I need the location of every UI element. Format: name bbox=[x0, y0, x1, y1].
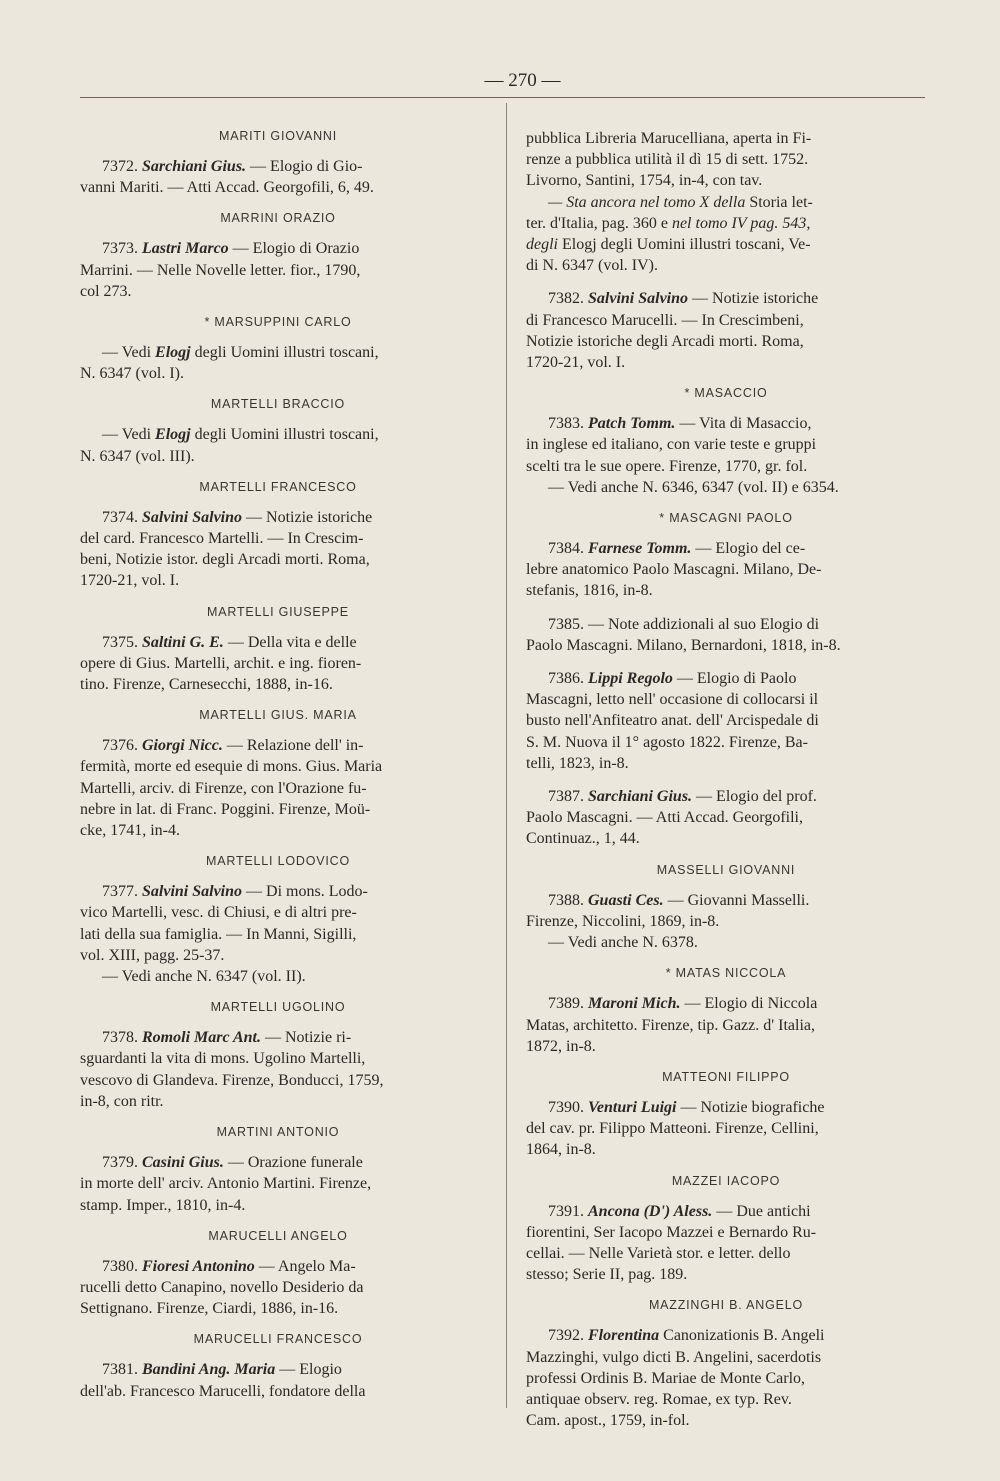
section-heading: MARTELLI BRACCIO bbox=[210, 397, 346, 412]
entry-author: Romoli Marc Ant. bbox=[142, 1029, 261, 1047]
entry-text: — Angelo Ma- bbox=[254, 1257, 356, 1275]
entry-text: vescovo di Glandeva. Firenze, Bonducci, 1759, bbox=[80, 1071, 384, 1089]
entry-line bbox=[526, 1036, 926, 1057]
entry-line bbox=[80, 549, 476, 570]
bibliography-entry bbox=[80, 1152, 476, 1216]
entry-text: vico Martelli, vesc. di Chiusi, e di altri pre- bbox=[80, 904, 357, 922]
entry-line bbox=[526, 786, 926, 807]
entry-author: Venturi Luigi bbox=[588, 1098, 677, 1116]
entry-text: — Vedi anche N. 6378. bbox=[548, 934, 698, 952]
entry-line bbox=[80, 342, 476, 363]
entry-line bbox=[80, 528, 476, 549]
entry-line bbox=[526, 1410, 926, 1431]
entry-line bbox=[526, 668, 926, 689]
entry-line bbox=[526, 477, 926, 498]
entry-text: Elogj degli Uomini illustri toscani, Ve- bbox=[558, 236, 811, 254]
entry-author: Casini Gius. bbox=[142, 1154, 224, 1172]
entry-line bbox=[80, 735, 476, 756]
entry-line bbox=[80, 674, 476, 695]
entry-line bbox=[526, 890, 926, 911]
entry-text: busto nell'Anfiteatro anat. dell' Arcispedale di bbox=[526, 712, 819, 730]
entry-line bbox=[80, 966, 476, 987]
entry-text: stefanis, 1816, in-8. bbox=[526, 582, 653, 600]
entry-line bbox=[80, 156, 476, 177]
entry-line bbox=[80, 1195, 476, 1216]
entry-line bbox=[80, 281, 476, 302]
entry-text: — Elogio del ce- bbox=[691, 540, 806, 558]
entry-line bbox=[526, 1347, 926, 1368]
entry-number: 7375. bbox=[102, 633, 142, 651]
entry-text: — Elogio di Gio- bbox=[246, 158, 363, 175]
section-heading: MARTINI ANTONIO bbox=[216, 1125, 340, 1140]
entry-text: stamp. Imper., 1810, in-4. bbox=[80, 1196, 246, 1214]
entry-text: — Notizie istoriche bbox=[688, 290, 819, 308]
entry-text: — Notizie istoriche bbox=[242, 508, 373, 526]
bibliography-entry bbox=[80, 881, 476, 987]
entry-text: lebre anatomico Paolo Mascagni. Milano, De- bbox=[526, 561, 822, 579]
bibliography-entry bbox=[526, 1097, 926, 1161]
column-divider bbox=[506, 103, 507, 1408]
section-heading: MATTEONI FILIPPO bbox=[662, 1069, 790, 1084]
entry-number: 7391. bbox=[548, 1202, 588, 1220]
section-heading: MAZZINGHI B. ANGELO bbox=[648, 1298, 804, 1313]
entry-line bbox=[80, 1277, 476, 1298]
entry-line bbox=[80, 1173, 476, 1194]
entry-author: Sarchiani Gius. bbox=[142, 158, 247, 175]
entry-text: — Di mons. Lodo- bbox=[242, 883, 368, 901]
entry-line bbox=[526, 614, 926, 635]
entry-text: 1720-21, vol. I. bbox=[526, 354, 626, 372]
bibliography-entry bbox=[80, 424, 476, 466]
entry-line bbox=[526, 234, 926, 255]
entry-text: N. 6347 (vol. I). bbox=[80, 365, 184, 383]
entry-text: ter. d'Italia, pag. 360 e bbox=[526, 214, 672, 232]
entry-text: degli Uomini illustri toscani, bbox=[190, 344, 379, 362]
entry-line bbox=[526, 807, 926, 828]
italic-text: — Sta ancora nel tomo X della bbox=[548, 193, 746, 211]
entry-line bbox=[80, 1152, 476, 1173]
entry-line bbox=[526, 710, 926, 731]
entry-line bbox=[526, 911, 926, 932]
entry-text: — Relazione dell' in- bbox=[222, 737, 364, 755]
entry-line bbox=[80, 653, 476, 674]
entry-line bbox=[80, 1091, 476, 1112]
entry-line bbox=[80, 1298, 476, 1319]
entry-text: — Vedi bbox=[102, 426, 156, 444]
entry-line bbox=[526, 559, 926, 580]
entry-author: Lippi Regolo bbox=[588, 670, 673, 688]
entry-author: Farnese Tomm. bbox=[588, 540, 692, 558]
entry-line bbox=[526, 192, 926, 213]
entry-line bbox=[526, 1264, 926, 1285]
entry-text: Canonizationis B. Angeli bbox=[659, 1327, 825, 1345]
entry-line bbox=[526, 1389, 926, 1410]
entry-text: Mascagni, letto nell' occasione di collocarsi il bbox=[526, 691, 819, 709]
entry-author: Bandini Ang. Maria bbox=[142, 1361, 276, 1379]
entry-text: beni, Notizie istor. degli Arcadi morti. Roma, bbox=[80, 551, 370, 569]
bibliography-entry bbox=[80, 1027, 476, 1112]
entry-line bbox=[80, 820, 476, 841]
entry-line bbox=[526, 352, 926, 373]
entry-line bbox=[80, 902, 476, 923]
entry-text: Notizie istoriche degli Arcadi morti. Roma, bbox=[526, 332, 804, 350]
entry-author: Giorgi Nicc. bbox=[142, 737, 223, 755]
entry-text: dell'ab. Francesco Marucelli, fondatore della bbox=[80, 1382, 366, 1400]
entry-line bbox=[526, 310, 926, 331]
entry-author: Lastri Marco bbox=[142, 240, 229, 258]
entry-text: telli, 1823, in-8. bbox=[526, 754, 629, 772]
entry-line bbox=[80, 446, 476, 467]
entry-author: Sarchiani Gius. bbox=[588, 788, 693, 806]
entry-number: 7392. bbox=[548, 1327, 588, 1345]
entry-line bbox=[526, 1097, 926, 1118]
entry-line bbox=[526, 828, 926, 849]
entry-line bbox=[80, 632, 476, 653]
entry-text: Storia let- bbox=[745, 193, 813, 211]
entry-text: — Elogio di Niccola bbox=[680, 995, 818, 1013]
entry-line bbox=[526, 456, 926, 477]
bibliography-entry bbox=[526, 614, 926, 656]
section-heading: MARTELLI LODOVICO bbox=[206, 854, 350, 869]
section-heading: * MASCAGNI PAOLO bbox=[659, 511, 793, 526]
section-heading: MARUCELLI ANGELO bbox=[208, 1228, 348, 1243]
entry-text: Mazzinghi, vulgo dicti B. Angelini, sacerdotis bbox=[526, 1348, 822, 1366]
entry-text: Paolo Mascagni. — Atti Accad. Georgofili, bbox=[526, 809, 803, 827]
entry-text: Matas, architetto. Firenze, tip. Gazz. d' Italia, bbox=[526, 1016, 815, 1034]
entry-line bbox=[80, 570, 476, 591]
entry-text: — Elogio di Paolo bbox=[672, 670, 797, 688]
entry-author: Fioresi Antonino bbox=[142, 1257, 255, 1275]
right-column bbox=[526, 128, 926, 1443]
entry-line bbox=[526, 128, 926, 149]
entry-text: di Francesco Marucelli. — In Crescimbeni, bbox=[526, 311, 804, 329]
entry-text: — Elogio bbox=[275, 1361, 342, 1379]
entry-text: 1864, in-8. bbox=[526, 1141, 596, 1159]
entry-text: — Vedi bbox=[102, 344, 156, 362]
entry-text: cellai. — Nelle Varietà stor. e letter. dello bbox=[526, 1244, 791, 1262]
entry-text: fermità, morte ed esequie di mons. Gius. Maria bbox=[80, 758, 383, 776]
section-heading: MARTELLI GIUSEPPE bbox=[207, 604, 349, 619]
entry-line bbox=[526, 170, 926, 191]
entry-text: di N. 6347 (vol. IV). bbox=[526, 257, 658, 275]
entry-line bbox=[526, 753, 926, 774]
bibliography-entry bbox=[526, 288, 926, 373]
entry-text: stesso; Serie II, pag. 189. bbox=[526, 1266, 688, 1284]
entry-number: 7388. bbox=[548, 891, 588, 909]
entry-text: Martelli, arciv. di Firenze, con l'Orazione fu- bbox=[80, 779, 367, 797]
entry-author: Elogj bbox=[155, 426, 191, 444]
italic-text: nel tomo IV pag. 543, bbox=[671, 214, 811, 232]
entry-text: 1720-21, vol. I. bbox=[80, 572, 180, 590]
entry-line bbox=[80, 238, 476, 259]
entry-number: 7377. bbox=[102, 883, 142, 901]
entry-text: scelti tra le sue opere. Firenze, 1770, gr. fol. bbox=[526, 457, 808, 475]
entry-number: 7383. bbox=[548, 415, 588, 433]
entry-line bbox=[526, 689, 926, 710]
bibliography-entry bbox=[80, 238, 476, 302]
entry-number: 7374. bbox=[102, 508, 142, 526]
entry-text: Cam. apost., 1759, in-fol. bbox=[526, 1412, 690, 1430]
section-heading: * MASACCIO bbox=[684, 386, 768, 401]
entry-author: Salvini Salvino bbox=[142, 508, 243, 526]
entry-author: Salvini Salvino bbox=[588, 290, 689, 308]
entry-author: Salvini Salvino bbox=[142, 883, 243, 901]
entry-number: 7390. bbox=[548, 1098, 588, 1116]
entry-number: 7379. bbox=[102, 1154, 142, 1172]
entry-author: Maroni Mich. bbox=[588, 995, 681, 1013]
entry-text: renze a pubblica utilità il dì 15 di sett. 1752. bbox=[526, 151, 809, 169]
entry-text: fiorentini, Ser Iacopo Mazzei e Bernardo Ru- bbox=[526, 1223, 817, 1241]
bibliography-entry bbox=[80, 1256, 476, 1320]
bibliography-entry bbox=[80, 156, 476, 198]
entry-text: 1872, in-8. bbox=[526, 1037, 596, 1055]
entry-number: 7385. bbox=[548, 615, 588, 633]
entry-line bbox=[526, 1015, 926, 1036]
bibliography-entry bbox=[526, 890, 926, 954]
entry-line bbox=[526, 1222, 926, 1243]
entry-line bbox=[80, 1048, 476, 1069]
entry-line bbox=[526, 993, 926, 1014]
entry-author: Guasti Ces. bbox=[588, 891, 664, 909]
bibliography-entry bbox=[80, 735, 476, 841]
entry-text: nebre in lat. di Franc. Poggini. Firenze, Moü- bbox=[80, 800, 371, 818]
entry-text: del cav. pr. Filippo Matteoni. Firenze, Cellini, bbox=[526, 1120, 819, 1138]
entry-line bbox=[80, 260, 476, 281]
entry-line bbox=[526, 331, 926, 352]
entry-text: N. 6347 (vol. III). bbox=[80, 447, 195, 465]
entry-line bbox=[80, 756, 476, 777]
bibliography-entry bbox=[526, 413, 926, 498]
entry-author: Ancona (D') Aless. bbox=[588, 1202, 713, 1220]
entry-number: 7373. bbox=[102, 240, 142, 258]
entry-author: Elogj bbox=[155, 344, 191, 362]
entry-line bbox=[526, 288, 926, 309]
entry-line bbox=[526, 1139, 926, 1160]
entry-number: 7384. bbox=[548, 540, 588, 558]
entry-line bbox=[80, 945, 476, 966]
entry-line bbox=[526, 149, 926, 170]
entry-line bbox=[526, 538, 926, 559]
entry-text: — Note addizionali al suo Elogio di bbox=[588, 615, 820, 633]
entry-text: Firenze, Niccolini, 1869, in-8. bbox=[526, 912, 720, 930]
entry-text: in morte dell' arciv. Antonio Martini. Firenze, bbox=[80, 1175, 372, 1193]
entry-text: lati della sua famiglia. — In Manni, Sigilli, bbox=[80, 925, 357, 943]
entry-line bbox=[80, 424, 476, 445]
entry-line bbox=[526, 580, 926, 601]
entry-text: — Notizie ri- bbox=[260, 1029, 352, 1047]
entry-line bbox=[80, 363, 476, 384]
section-heading: MAZZEI IACOPO bbox=[671, 1173, 781, 1188]
section-heading: MARITI GIOVANNI bbox=[218, 129, 338, 143]
entry-text: tino. Firenze, Carnesecchi, 1888, in-16. bbox=[80, 676, 333, 694]
entry-text: Marrini. — Nelle Novelle letter. fior., 1790, bbox=[80, 261, 361, 279]
section-heading: MARTELLI UGOLINO bbox=[210, 1000, 346, 1015]
entry-line bbox=[526, 732, 926, 753]
entry-line bbox=[80, 799, 476, 820]
bibliography-entry bbox=[526, 1201, 926, 1286]
entry-text: — Due antichi bbox=[712, 1202, 811, 1220]
entry-text: professi Ordinis B. Mariae de Monte Carlo, bbox=[526, 1369, 806, 1387]
entry-author: Saltini G. E. bbox=[142, 633, 224, 651]
entry-line bbox=[526, 1325, 926, 1346]
entry-text: — Elogio di Orazio bbox=[228, 240, 360, 258]
entry-text: — Della vita e delle bbox=[223, 633, 357, 651]
entry-text: Paolo Mascagni. Milano, Bernardoni, 1818, in-8. bbox=[526, 636, 841, 654]
entry-line bbox=[526, 635, 926, 656]
section-heading: MARTELLI GIUS. MARIA bbox=[199, 708, 357, 723]
bibliography-entry bbox=[526, 786, 926, 850]
entry-number: 7372. bbox=[102, 158, 142, 175]
entry-text: opere di Gius. Martelli, archit. e ing. fioren- bbox=[80, 654, 362, 672]
entry-number: 7381. bbox=[102, 1361, 142, 1379]
entry-line bbox=[526, 1118, 926, 1139]
bibliography-entry bbox=[80, 507, 476, 592]
entry-number: 7382. bbox=[548, 290, 588, 308]
entry-number: 7387. bbox=[548, 788, 588, 806]
entry-text: Settignano. Firenze, Ciardi, 1886, in-16. bbox=[80, 1300, 339, 1318]
entry-text: Livorno, Santini, 1754, in-4, con tav. bbox=[526, 172, 763, 190]
entry-text: pubblica Libreria Marucelliana, aperta in Fi- bbox=[526, 130, 812, 147]
bibliography-entry bbox=[80, 1359, 476, 1401]
entry-text: col 273. bbox=[80, 282, 132, 300]
top-rule bbox=[80, 97, 925, 98]
entry-text: — Notizie biografiche bbox=[676, 1098, 825, 1116]
entry-line bbox=[526, 213, 926, 234]
entry-text: antiquae observ. reg. Romae, ex typ. Rev. bbox=[526, 1390, 792, 1408]
entry-line bbox=[80, 507, 476, 528]
entry-line bbox=[80, 1256, 476, 1277]
entry-author: Florentina bbox=[588, 1327, 660, 1345]
bibliography-entry bbox=[526, 668, 926, 774]
bibliography-entry bbox=[80, 632, 476, 696]
entry-text: cke, 1741, in-4. bbox=[80, 822, 180, 840]
bibliography-entry bbox=[526, 1325, 926, 1431]
entry-text: — Orazione funerale bbox=[223, 1154, 363, 1172]
bibliography-entry bbox=[526, 538, 926, 602]
section-heading: MARUCELLI FRANCESCO bbox=[193, 1332, 363, 1347]
entry-line bbox=[80, 924, 476, 945]
entry-author: Patch Tomm. bbox=[588, 415, 676, 433]
entry-text: in inglese ed italiano, con varie teste e gruppi bbox=[526, 436, 817, 454]
section-heading: * MATAS NICCOLA bbox=[665, 966, 787, 981]
bibliography-entry bbox=[526, 993, 926, 1057]
entry-line bbox=[80, 881, 476, 902]
bibliography-entry bbox=[526, 128, 926, 276]
entry-line bbox=[526, 434, 926, 455]
entry-line bbox=[526, 1368, 926, 1389]
section-heading: MARTELLI FRANCESCO bbox=[199, 479, 357, 494]
italic-text: degli bbox=[526, 236, 558, 254]
bibliography-entry bbox=[80, 342, 476, 384]
entry-text: — Vedi anche N. 6346, 6347 (vol. II) e 6354. bbox=[548, 478, 839, 496]
entry-number: 7389. bbox=[548, 995, 588, 1013]
page-number: — 270 — bbox=[484, 70, 561, 91]
entry-text: — Giovanni Masselli. bbox=[663, 891, 810, 909]
section-heading: MASSELLI GIOVANNI bbox=[656, 862, 796, 877]
section-heading: * MARSUPPINI CARLO bbox=[204, 315, 352, 330]
entry-text: Continuaz., 1, 44. bbox=[526, 830, 640, 848]
entry-number: 7376. bbox=[102, 737, 142, 755]
entry-line bbox=[80, 1381, 476, 1402]
entry-line bbox=[80, 1359, 476, 1380]
section-heading: MARRINI ORAZIO bbox=[220, 211, 336, 226]
entry-line bbox=[80, 1027, 476, 1048]
entry-line bbox=[526, 932, 926, 953]
entry-text: del card. Francesco Martelli. — In Crescim- bbox=[80, 530, 364, 548]
entry-number: 7378. bbox=[102, 1029, 142, 1047]
entry-line bbox=[526, 1243, 926, 1264]
entry-line bbox=[80, 177, 476, 198]
entry-number: 7386. bbox=[548, 670, 588, 688]
entry-line bbox=[526, 255, 926, 276]
entry-text: vol. XIII, pagg. 25-37. bbox=[80, 946, 225, 964]
left-column bbox=[80, 128, 476, 1414]
entry-text: S. M. Nuova il 1° agosto 1822. Firenze, Ba- bbox=[526, 733, 808, 751]
entry-number: 7380. bbox=[102, 1257, 142, 1275]
entry-line bbox=[526, 413, 926, 434]
entry-line bbox=[80, 1070, 476, 1091]
entry-text: sguardanti la vita di mons. Ugolino Martelli, bbox=[80, 1050, 366, 1068]
entry-text: — Vita di Masaccio, bbox=[675, 415, 812, 433]
entry-text: in-8, con ritr. bbox=[80, 1092, 164, 1110]
entry-text: vanni Mariti. — Atti Accad. Georgofili, 6, 49. bbox=[80, 179, 374, 197]
entry-text: — Vedi anche N. 6347 (vol. II). bbox=[102, 968, 306, 986]
entry-line bbox=[526, 1201, 926, 1222]
entry-text: rucelli detto Canapino, novello Desiderio da bbox=[80, 1278, 364, 1296]
entry-text: — Elogio del prof. bbox=[692, 788, 817, 806]
entry-line bbox=[80, 778, 476, 799]
entry-text: degli Uomini illustri toscani, bbox=[190, 426, 379, 444]
